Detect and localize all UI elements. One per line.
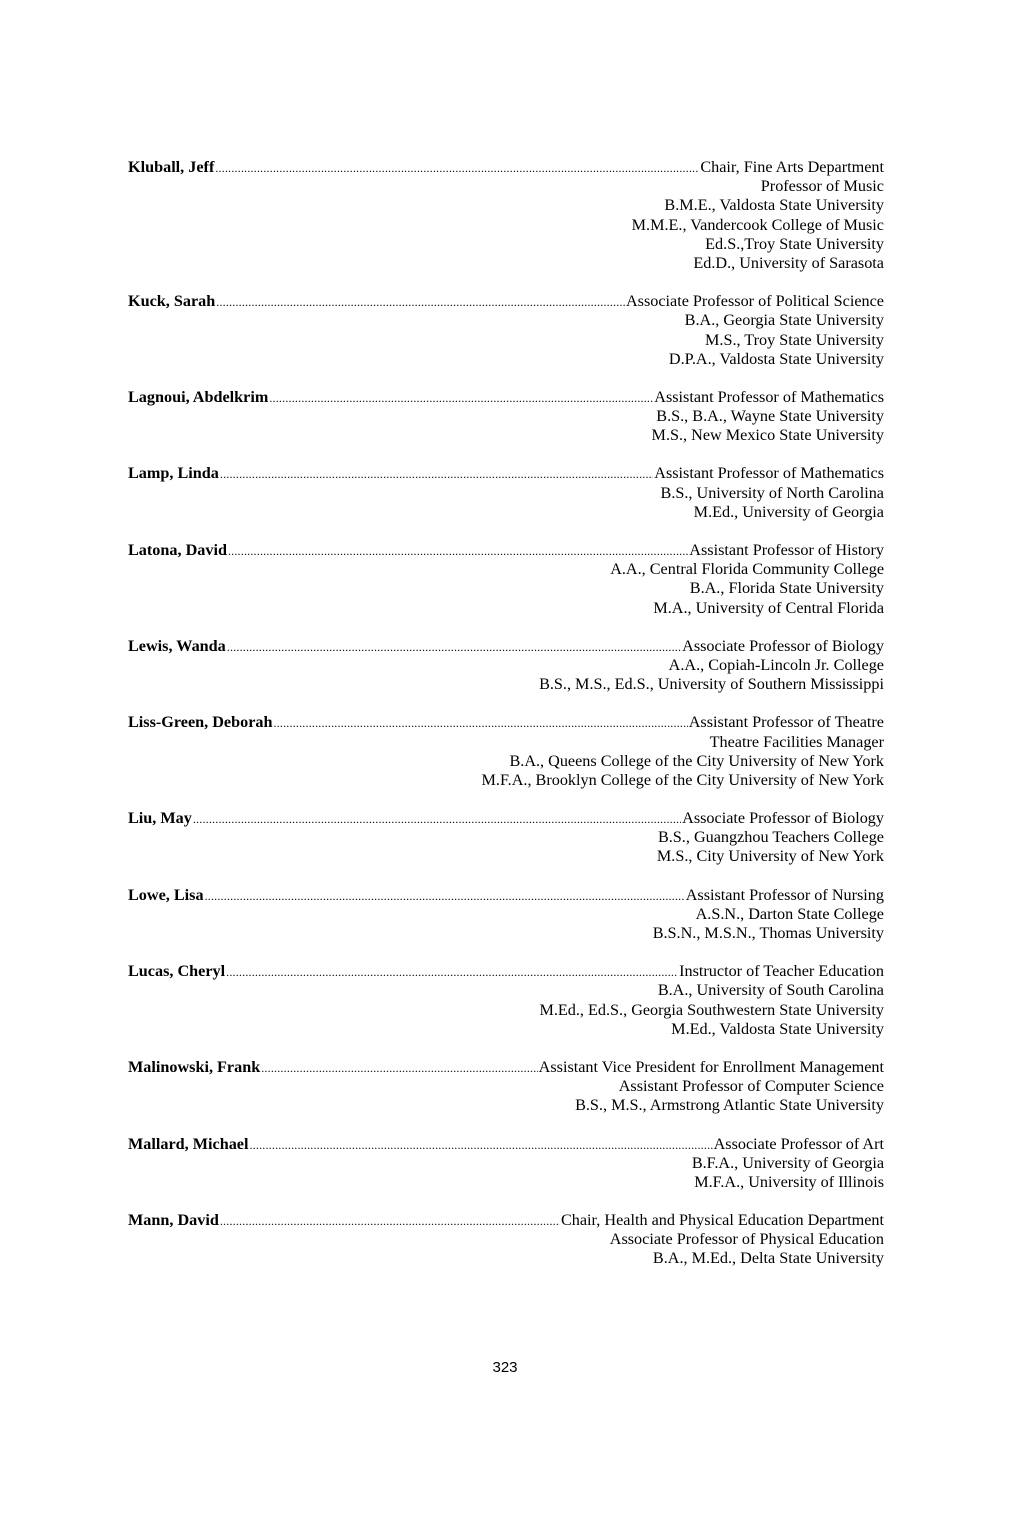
dot-leader bbox=[249, 1136, 712, 1155]
faculty-credential: B.A., Queens College of the City University of New York bbox=[509, 751, 884, 770]
dot-leader bbox=[226, 963, 678, 982]
faculty-credential: Associate Professor of Physical Education bbox=[609, 1230, 884, 1249]
faculty-title: Assistant Professor of Nursing bbox=[685, 885, 884, 904]
entry-heading-line bbox=[128, 1135, 884, 1154]
faculty-credential: B.A., M.Ed., Delta State University bbox=[652, 1249, 884, 1268]
faculty-credential: Theatre Facilities Manager bbox=[709, 732, 884, 751]
faculty-credential: A.A., Central Florida Community College bbox=[610, 560, 884, 579]
faculty-credential: B.S., M.S., Armstrong Atlantic State University bbox=[575, 1096, 884, 1115]
entry-heading-line bbox=[128, 464, 884, 483]
faculty-entry bbox=[128, 886, 884, 944]
faculty-name: Mann, David bbox=[128, 1211, 219, 1230]
faculty-credential: B.A., University of South Carolina bbox=[657, 981, 884, 1000]
faculty-name: Lowe, Lisa bbox=[128, 885, 204, 904]
faculty-credential: B.S.N., M.S.N., Thomas University bbox=[652, 924, 884, 942]
faculty-name: Lucas, Cheryl bbox=[128, 962, 226, 981]
faculty-entry bbox=[128, 809, 884, 867]
faculty-entry bbox=[128, 713, 884, 790]
faculty-title: Chair, Health and Physical Education Department bbox=[560, 1211, 884, 1230]
entry-heading-line bbox=[128, 1211, 884, 1230]
faculty-entry bbox=[128, 541, 884, 618]
faculty-directory bbox=[128, 158, 884, 1288]
faculty-title: Associate Professor of Biology bbox=[682, 636, 884, 655]
faculty-credential: M.F.A., Brooklyn College of the City University of New York bbox=[481, 770, 884, 789]
entry-heading-line bbox=[128, 713, 884, 732]
faculty-name: Lamp, Linda bbox=[128, 464, 219, 483]
faculty-credential: B.S., M.S., Ed.S., University of Southern Mississippi bbox=[539, 675, 884, 694]
dot-leader bbox=[269, 389, 653, 408]
entry-heading-line bbox=[128, 809, 884, 828]
faculty-credential: B.F.A., University of Georgia bbox=[691, 1153, 884, 1172]
entry-heading-line bbox=[128, 541, 884, 560]
entry-heading-line bbox=[128, 962, 884, 981]
entry-heading-line bbox=[128, 292, 884, 311]
faculty-name: Liu, May bbox=[128, 809, 192, 828]
faculty-name: Malinowski, Frank bbox=[128, 1057, 261, 1076]
dot-leader bbox=[274, 714, 688, 733]
dot-leader bbox=[215, 159, 699, 178]
faculty-entry bbox=[128, 1135, 884, 1193]
faculty-title: Assistant Professor of History bbox=[689, 541, 884, 559]
faculty-entry bbox=[128, 1058, 884, 1116]
faculty-credential: Assistant Professor of Computer Science bbox=[618, 1077, 884, 1096]
faculty-name: Lagnoui, Abdelkrim bbox=[128, 387, 269, 406]
dot-leader bbox=[220, 465, 653, 484]
faculty-name: Kluball, Jeff bbox=[128, 158, 215, 176]
faculty-credential: B.S., Guangzhou Teachers College bbox=[657, 828, 884, 847]
faculty-entry bbox=[128, 962, 884, 1039]
dot-leader bbox=[261, 1059, 537, 1078]
faculty-title: Assistant Professor of Mathematics bbox=[654, 464, 884, 483]
faculty-name: Kuck, Sarah bbox=[128, 292, 216, 311]
faculty-credential: Ed.S.,Troy State University bbox=[705, 234, 884, 253]
faculty-title: Associate Professor of Biology bbox=[682, 809, 884, 828]
faculty-title: Assistant Professor of Mathematics bbox=[654, 387, 884, 406]
entry-heading-line bbox=[128, 886, 884, 905]
faculty-title: Associate Professor of Political Science bbox=[625, 292, 884, 311]
faculty-entry bbox=[128, 158, 884, 273]
faculty-entry bbox=[128, 1211, 884, 1269]
faculty-credential: M.S., City University of New York bbox=[656, 847, 884, 866]
entry-heading-line bbox=[128, 637, 884, 656]
dot-leader bbox=[227, 638, 681, 657]
entry-heading-line bbox=[128, 158, 884, 177]
faculty-name: Liss-Green, Deborah bbox=[128, 713, 273, 732]
dot-leader bbox=[228, 542, 688, 561]
faculty-credential: B.S., University of North Carolina bbox=[660, 483, 884, 502]
dot-leader bbox=[205, 887, 685, 906]
faculty-credential: M.A., University of Central Florida bbox=[653, 598, 884, 617]
page-number: 323 bbox=[492, 1359, 518, 1376]
entry-heading-line bbox=[128, 388, 884, 407]
faculty-credential: M.F.A., University of Illinois bbox=[694, 1172, 884, 1191]
faculty-credential: M.S., New Mexico State University bbox=[651, 426, 884, 445]
faculty-credential: Professor of Music bbox=[760, 177, 884, 196]
faculty-credential: Ed.D., University of Sarasota bbox=[693, 253, 884, 272]
faculty-credential: B.A., Georgia State University bbox=[684, 311, 884, 330]
dot-leader bbox=[216, 293, 625, 312]
faculty-title: Chair, Fine Arts Department bbox=[700, 158, 884, 176]
dot-leader bbox=[220, 1212, 560, 1231]
entry-heading-line bbox=[128, 1058, 884, 1077]
faculty-credential: M.M.E., Vandercook College of Music bbox=[631, 215, 884, 234]
faculty-name: Mallard, Michael bbox=[128, 1134, 249, 1153]
faculty-credential: M.Ed., Valdosta State University bbox=[671, 1019, 884, 1038]
faculty-name: Lewis, Wanda bbox=[128, 636, 226, 655]
faculty-credential: B.A., Florida State University bbox=[689, 579, 884, 598]
faculty-name: Latona, David bbox=[128, 541, 227, 559]
faculty-entry bbox=[128, 388, 884, 446]
faculty-title: Instructor of Teacher Education bbox=[679, 962, 884, 981]
faculty-credential: A.S.N., Darton State College bbox=[695, 904, 884, 923]
faculty-credential: M.S., Troy State University bbox=[705, 330, 884, 349]
faculty-credential: B.M.E., Valdosta State University bbox=[664, 196, 884, 215]
faculty-title: Associate Professor of Art bbox=[713, 1134, 884, 1153]
faculty-credential: A.A., Copiah-Lincoln Jr. College bbox=[668, 655, 884, 674]
faculty-credential: M.Ed., University of Georgia bbox=[693, 502, 884, 521]
faculty-credential: B.S., B.A., Wayne State University bbox=[656, 407, 884, 426]
faculty-credential: M.Ed., Ed.S., Georgia Southwestern State University bbox=[539, 1000, 884, 1019]
faculty-credential: D.P.A., Valdosta State University bbox=[668, 349, 884, 368]
faculty-title: Assistant Vice President for Enrollment Management bbox=[538, 1057, 884, 1076]
dot-leader bbox=[193, 810, 681, 829]
faculty-entry bbox=[128, 637, 884, 695]
faculty-title: Assistant Professor of Theatre bbox=[688, 713, 884, 732]
faculty-entry bbox=[128, 292, 884, 369]
faculty-entry bbox=[128, 464, 884, 522]
